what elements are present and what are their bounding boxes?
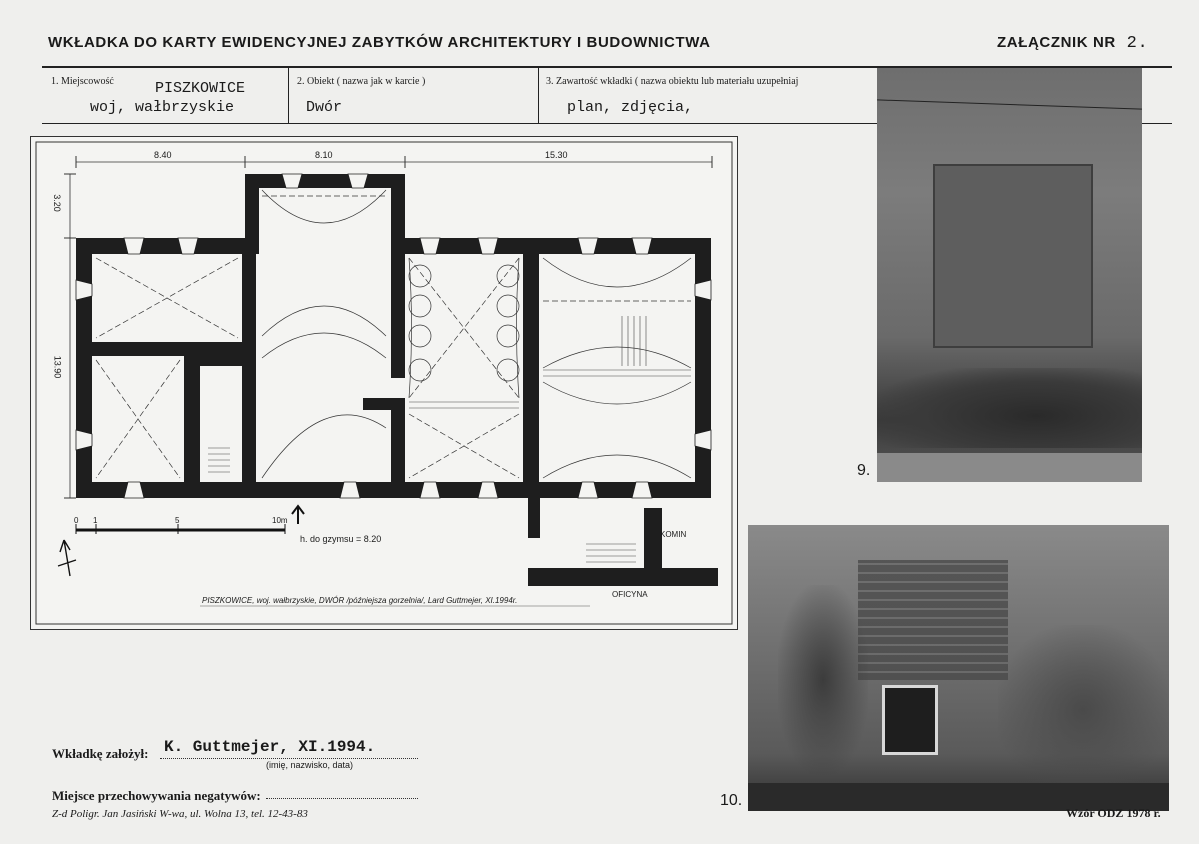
field-location-region: woj, wałbrzyskie (90, 99, 235, 116)
scale-label-5: 5 (175, 516, 180, 525)
field-location-value: PISZKOWICE (155, 80, 246, 97)
height-note: h. do gzymsu = 8.20 (300, 534, 382, 544)
floor-plan-drawing (30, 136, 738, 630)
form-model: Wzór ODZ 1978 r. (1066, 806, 1161, 820)
field-row-bottom-rule-right (1142, 123, 1172, 124)
plan-dim-top-1: 8.40 (154, 150, 172, 160)
field-row-bottom-rule (42, 123, 877, 124)
scale-label-0: 0 (74, 516, 79, 525)
bricked-window (933, 164, 1093, 348)
photo-9 (877, 68, 1142, 482)
field-object-value: Dwór (306, 99, 343, 116)
field-contents-label: 3. Zawartość wkładki ( nazwa obiektu lub materiału uzupełniaj (546, 76, 799, 87)
attachment-number: 2. (1126, 34, 1149, 53)
oficyna-label: OFICYNA (612, 590, 648, 599)
photo-10-number: 10. (720, 792, 743, 809)
wire-line (877, 99, 1142, 109)
negatives-storage-label: Miejsce przechowywania negatywów: (52, 788, 261, 803)
plan-caption: PISZKOWICE, woj. wałbrzyskie, DWÓR /późniejsza gorzelnia/, Lard Guttmejer, XI.1994r. (202, 596, 518, 605)
crumbling-plaster-right (998, 625, 1168, 795)
founded-by-value: K. Guttmejer, XI.1994. (164, 738, 376, 756)
plan-dim-top-2: 8.10 (315, 150, 333, 160)
field-divider-1 (288, 66, 289, 123)
attachment-label-text: ZAŁĄCZNIK NR (997, 34, 1116, 51)
attachment-label (997, 34, 1148, 53)
printer-imprint: Z-d Poligr. Jan Jasiński W-wa, ul. Wolna 13, tel. 12-43-83 (52, 808, 308, 820)
exposed-brick (858, 560, 1008, 680)
field-location-label: 1. Miejscowość (51, 76, 114, 87)
form-title: WKŁADKA DO KARTY EWIDENCYJNEJ ZABYTKÓW ARCHITEKTURY I BUDOWNICTWA (48, 34, 711, 51)
scale-label-1: 1 (93, 516, 98, 525)
founded-by-label: Wkładkę założył: (52, 746, 149, 761)
ground (877, 453, 1142, 482)
crumbling-plaster-left (778, 585, 868, 775)
scale-label-10m: 10m (272, 516, 288, 525)
photo-9-number: 9. (857, 462, 871, 479)
vegetation (877, 368, 1142, 448)
small-window (882, 685, 938, 755)
plan-dim-left-1: 3.20 (51, 194, 62, 212)
floor-plan (30, 136, 738, 630)
negatives-storage-line (266, 786, 418, 799)
founded-by-hint: (imię, nazwisko, data) (266, 760, 354, 770)
field-contents-value: plan, zdjęcia, (567, 99, 694, 116)
plan-dim-left-2: 13.90 (52, 355, 63, 379)
field-object-label: 2. Obiekt ( nazwa jak w karcie ) (297, 76, 426, 87)
komin-label: KOMIN (660, 530, 687, 539)
field-divider-2 (538, 66, 539, 123)
photo-10 (748, 525, 1169, 811)
plan-dim-top-3: 15.30 (545, 150, 568, 160)
